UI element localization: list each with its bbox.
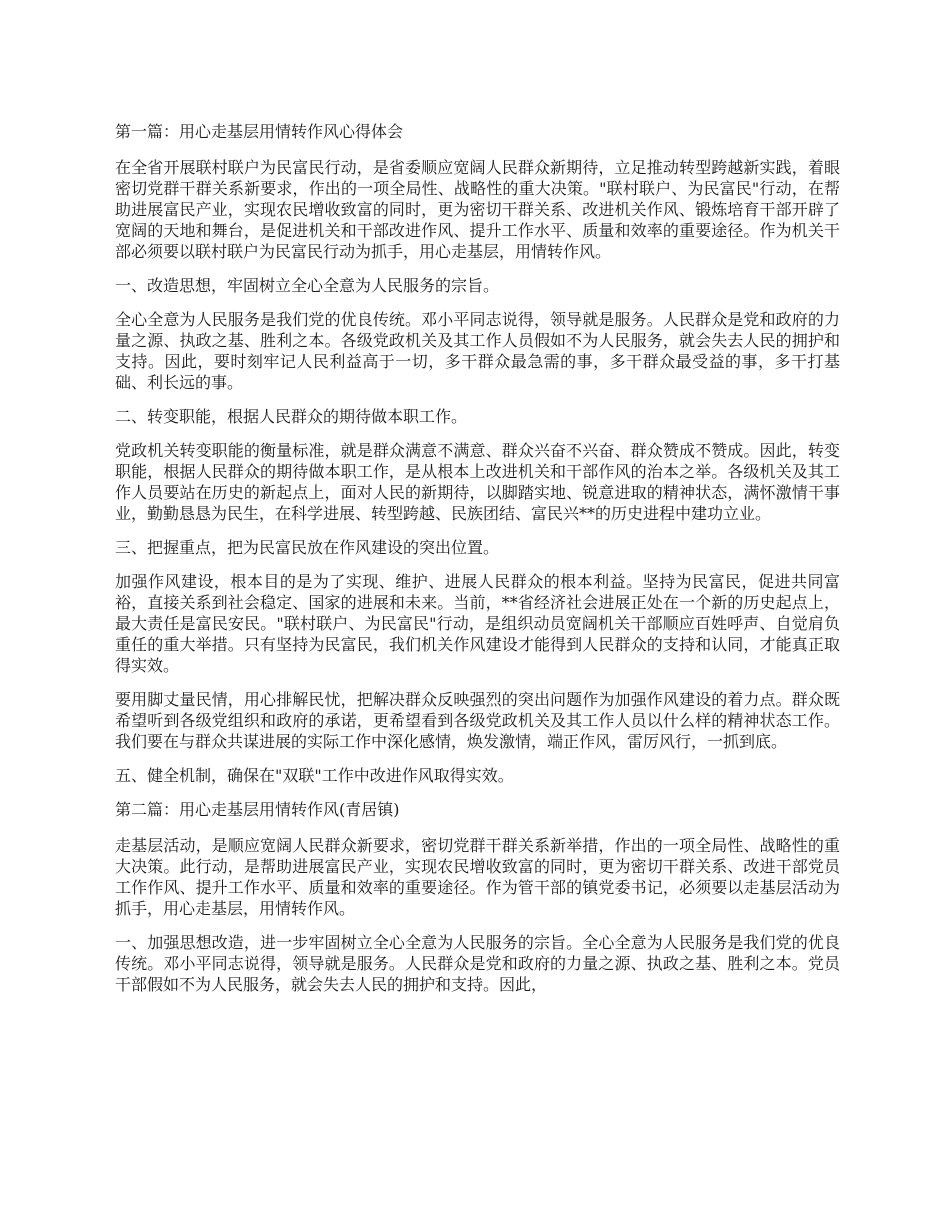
point-one-body: 全心全意为人民服务是我们党的优良传统。邓小平同志说得，领导就是服务。人民群众是党和政府的力量之源、执政之基、胜利之本。各级党政机关及其工作人员假如不为人民服务，就会失去人民的拥护和支持。因此，要时刻牢记人民利益高于一切，多干群众最急需的事，多干群众最受益的事，多干打基础、利长远的事。	[115, 310, 840, 392]
point-three-heading: 三、把握重点，把为民富民放在作风建设的突出位置。	[115, 538, 500, 557]
point-two-body: 党政机关转变职能的衡量标准，就是群众满意不满意、群众兴奋不兴奋、群众赞成不赞成。因此，转变职能，根据人民群众的期待做本职工作，是从根本上改进机关和干部作风的治本之举。各级机关及其工作人员要站在历史的新起点上，面对人民的新期待，以脚踏实地、锐意进取的精神状态，满怀激情干事业，勤勤恳恳为民生，在科学进展、转型跨越、民族团结、富民兴**的历史进程中建功立业。	[115, 441, 840, 523]
section-title-part-two: 第二篇：用心走基层用情转作风(青居镇)	[115, 800, 400, 819]
document-page	[115, 121, 840, 1008]
point-two-heading: 二、转变职能，根据人民群众的期待做本职工作。	[115, 407, 468, 426]
section-title-part-one: 第一篇：用心走基层用情转作风心得体会	[115, 122, 404, 141]
part-two-point-one: 一、加强思想改造，进一步牢固树立全心全意为人民服务的宗旨。全心全意为人民服务是我们党的优良传统。邓小平同志说得，领导就是服务。人民群众是党和政府的力量之源、执政之基、胜利之本。党员干部假如不为人民服务，就会失去人民的拥护和支持。因此，	[115, 933, 840, 994]
point-five-heading: 五、健全机制，确保在"双联"工作中改进作风取得实效。	[115, 766, 514, 785]
part-two-intro: 走基层活动，是顺应宽阔人民群众新要求，密切党群干群关系新举措，作出的一项全局性、战略性的重大决策。此行动，是帮助进展富民产业，实现农民增收致富的同时，更为密切干群关系、改进干部党员工作作风、提升工作水平、质量和效率的重要途径。作为管干部的镇党委书记，必须要以走基层活动为抓手，用心走基层，用情转作风。	[115, 836, 840, 918]
point-three-body-continued: 要用脚丈量民情，用心排解民忧，把解决群众反映强烈的突出问题作为加强作风建设的着力点。群众既希望听到各级党组织和政府的承诺，更希望看到各级党政机关及其工作人员以什么样的精神状态工作。我们要在与群众共谋进展的实际工作中深化感情，焕发激情，端正作风，雷厉风行，一抓到底。	[115, 690, 840, 751]
intro-paragraph: 在全省开展联村联户为民富民行动，是省委顺应宽阔人民群众新期待，立足推动转型跨越新实践，着眼密切党群干群关系新要求，作出的一项全局性、战略性的重大决策。"联村联户、为民富民"行动，在帮助进展富民产业，实现农民增收致富的同时，更为密切干群关系、改进机关作风、锻炼培育干部开辟了宽阔的天地和舞台，是促进机关和干部改进作风、提升工作水平、质量和效率的重要途径。作为机关干部必须要以联村联户为民富民行动为抓手，用心走基层，用情转作风。	[115, 158, 840, 261]
point-one-heading: 一、改造思想，牢固树立全心全意为人民服务的宗旨。	[115, 276, 500, 295]
point-three-body: 加强作风建设，根本目的是为了实现、维护、进展人民群众的根本利益。坚持为民富民，促进共同富裕，直接关系到社会稳定、国家的进展和未来。当前，**省经济社会进展正处在一个新的历史起点上，最大责任是富民安民。"联村联户、为民富民"行动，是组织动员宽阔机关干部顺应百姓呼声、自觉肩负重任的重大举措。只有坚持为民富民，我们机关作风建设才能得到人民群众的支持和认同，才能真正取得实效。	[115, 572, 840, 675]
